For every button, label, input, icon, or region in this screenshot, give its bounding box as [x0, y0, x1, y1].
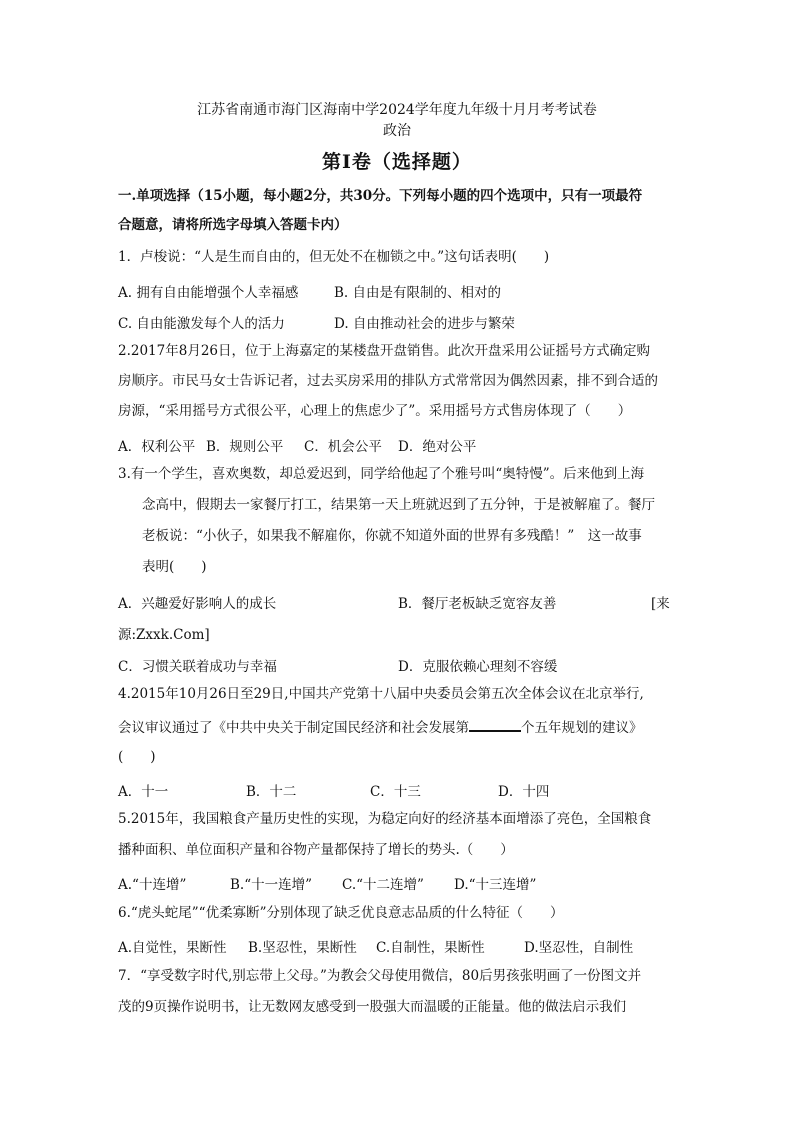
- question-1-stem: 1．卢梭说：“人是生而自由的，但无处不在枷锁之中。”这句话表明( ): [118, 249, 550, 265]
- question-4-line-2-text: 会议审议通过了《中共中央关于制定国民经济和社会发展第: [118, 720, 469, 736]
- q1-option-d: D. 自由推动社会的进步与繁荣: [334, 316, 515, 332]
- source-note-part-2: 源:Zxxk.Com]: [118, 627, 210, 643]
- question-3-line-1: 3.有一个学生，喜欢奥数，却总爱迟到，同学给他起了个雅号叫“奥特慢”。后来他到上海: [118, 466, 645, 482]
- question-5-line-1: 5.2015年，我国粮食产量历史性的实现，为稳定向好的经济基本面增添了亮色，全国粮食: [118, 811, 652, 827]
- q2-option-c: C．机会公平: [304, 439, 382, 455]
- q3-option-a: A．兴趣爱好影响人的成长: [118, 596, 277, 612]
- question-4-line-1: 4.2015年10月26日至29日,中国共产党第十八届中央委员会第五次全体会议在北京举行,: [118, 686, 644, 702]
- q5-option-b: B.“十一连增”: [230, 877, 313, 893]
- q1-option-b: B. 自由是有限制的、相对的: [334, 285, 502, 301]
- question-3-line-2: 念高中，假期去一家餐厅打工，结果第一天上班就迟到了五分钟，于是被解雇了。餐厅: [142, 497, 655, 513]
- q5-option-a: A.“十连增”: [118, 877, 187, 893]
- q2-option-a: A．权利公平: [118, 439, 196, 455]
- q5-option-d: D.“十三连增”: [454, 877, 537, 893]
- q3-option-c: C．习惯关联着成功与幸福: [118, 659, 277, 675]
- question-2-line-2: 房顺序。市民马女士告诉记者，过去买房采用的排队方式常常因为偶然因素，排不到合适的: [118, 373, 658, 389]
- q1-option-a: A. 拥有自由能增强个人幸福感: [118, 285, 299, 301]
- subject-label: 政治: [383, 123, 411, 139]
- instructions-line-1: 一.单项选择（15小题，每小题2分，共30分。下列每小题的四个选项中，只有一项最符: [118, 188, 643, 204]
- q4-option-a: A．十一: [118, 784, 169, 800]
- question-3-line-4: 表明( ): [142, 559, 207, 575]
- q2-option-b: B．规则公平: [206, 439, 284, 455]
- question-3-line-3: 老板说：“小伙子，如果我不解雇你，你就不知道外面的世界有多残酷！” 这一故事: [142, 528, 642, 544]
- q4-option-d: D．十四: [498, 784, 550, 800]
- source-note-part-1: [来: [651, 596, 670, 612]
- instructions-line-2: 合题意，请将所选字母填入答题卡内）: [118, 217, 348, 233]
- q6-option-d: D.坚忍性，自制性: [524, 940, 634, 956]
- q4-option-b: B．十二: [246, 784, 297, 800]
- question-2-line-3: 房源，“采用摇号方式很公平，心理上的焦虑少了”。采用摇号方式售房体现了（ ）: [118, 403, 632, 419]
- q5-option-c: C.“十二连增”: [342, 877, 424, 893]
- q4-option-c: C．十三: [370, 784, 421, 800]
- question-6-stem: 6.“虎头蛇尾”“优柔寡断”分别体现了缺乏优良意志品质的什么特征（ ）: [118, 905, 564, 921]
- exam-title: 江苏省南通市海门区海南中学2024学年度九年级十月月考考试卷: [197, 102, 597, 118]
- q3-option-b: B．餐厅老板缺乏宽容友善: [398, 596, 557, 612]
- question-4-line-2: [118, 718, 643, 736]
- answer-blank: [469, 718, 521, 732]
- question-5-line-2: 播种面积、单位面积产量和谷物产量都保持了增长的势头.（ ）: [118, 842, 514, 858]
- q2-option-d: D．绝对公平: [398, 439, 477, 455]
- question-4-line-3: ( ): [118, 749, 156, 765]
- q6-option-c: C.自制性，果断性: [376, 940, 485, 956]
- question-2-line-1: 2.2017年8月26日，位于上海嘉定的某楼盘开盘销售。此次开盘采用公证摇号方式确定购: [118, 343, 651, 359]
- question-4-line-2-tail: 个五年规划的建议》: [521, 720, 643, 736]
- q6-option-b: B.坚忍性，果断性: [248, 940, 357, 956]
- q3-option-d: D．克服依赖心理刻不容缓: [398, 659, 558, 675]
- question-7-line-2: 茂的9页操作说明书，让无数网友感受到一股强大而温暖的正能量。他的做法启示我们: [118, 999, 627, 1015]
- question-7-line-1: 7．“享受数字时代,别忘带上父母。”为教会父母使用微信，80后男孩张明画了一份图文并: [118, 968, 642, 984]
- q1-option-c: C. 自由能激发每个人的活力: [118, 316, 285, 332]
- section-title: 第I卷（选择题）: [322, 151, 472, 173]
- q6-option-a: A.自觉性，果断性: [118, 940, 227, 956]
